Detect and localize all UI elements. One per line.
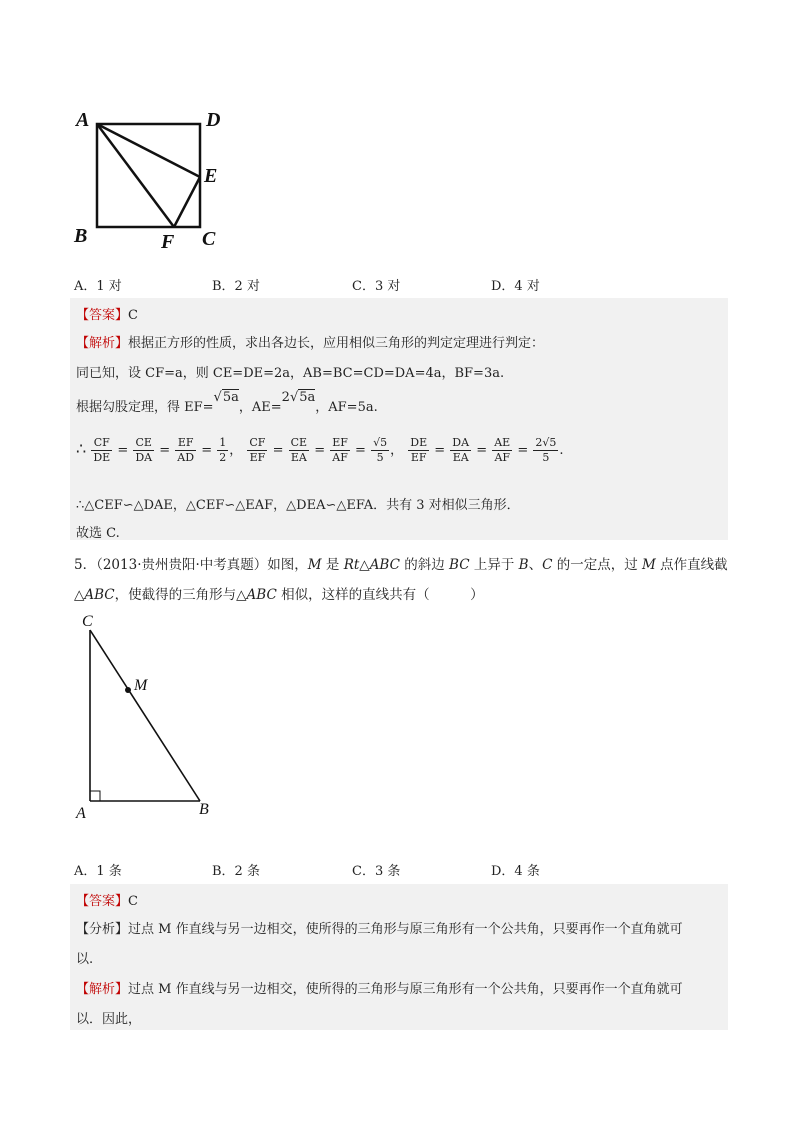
fenxi-tag: 【分析】 [76,922,129,937]
fraction [450,436,471,465]
equals-sign: = [197,443,217,458]
label-a2: A [76,805,86,822]
equals-sign: = [472,443,492,458]
q4-ratio-line: ∴ $\frac{CF}{DE}$ = $\frac{CE}{DA}$ = $\frac{EF}{AD}$ = $\frac{1}{2}$ ， $\frac{CF}{EF}$ = $\frac{CE}{EA}$ = $\frac{EF}{AF}$ = $\frac{√5}{5}$ ， $\frac{DE}{EF}$ = $\frac{DA}{EA}$ = $\frac{AE}{AF}$ = $\frac{2√5}{5}$ . [76,436,564,464]
ae-value: 2√5a [281,390,316,405]
segment-ef [174,177,200,227]
ratio-group-3 [407,436,559,464]
equals-sign: = [268,443,288,458]
numerator: EF [332,436,348,449]
q5-option-a: A．1 条 [74,864,122,879]
numerator: CF [91,436,112,451]
denominator: 5 [376,451,384,464]
fraction [371,436,389,465]
numerator: CE [133,436,154,451]
numerator: EF [175,436,196,451]
answer-tag: 【答案】 [76,894,129,909]
numerator: DA [452,436,470,449]
label-c: C [202,228,216,250]
square-figure [70,100,240,250]
q5-stem-line2: △ABC，使截得的三角形与△ABC 相似，这样的直线共有（ ） [74,587,484,603]
therefore-symbol: ∴ [76,439,87,458]
label-m: M [134,677,148,694]
denominator: 2 [219,451,227,464]
label-b2: B [199,801,209,818]
q5-solution-block [70,884,728,1030]
side-cb [90,630,200,801]
square-abcd [97,124,200,227]
fraction [289,436,309,465]
analysis-tag: 【解析】 [76,336,129,351]
answer-tag: 【答案】 [76,308,129,323]
q4-analysis-line3 [76,390,378,415]
label-b: B [74,225,88,247]
answer-value: C [128,894,138,909]
q5-fenxi-line1 [76,918,683,937]
line3-post: ，AF=5a. [315,400,378,415]
denominator: DA [135,451,153,464]
q4-answer [76,304,138,323]
line3-mid: ，AE= [238,400,282,415]
line3-pre: 根据勾股定理，得 EF= [76,400,214,415]
denominator: DE [93,451,111,464]
numerator: 1 [219,436,227,449]
q4-option-b: B．2 对 [212,279,260,294]
fraction [492,436,512,465]
q5-stem-line1: 5．（2013·贵州贵阳·中考真题）如图，M 是 Rt△ABC 的斜边 BC 上异于 B、C 的一定点，过 M 点作直线截 [74,557,728,573]
equals-sign: = [310,443,330,458]
label-d: D [206,109,221,131]
numerator: CE [290,436,308,449]
equals-sign: = [155,443,175,458]
q5-option-c: C．3 条 [352,864,401,879]
q4-analysis-line2: 同已知，设 CF=a，则 CE=DE=2a，AB=BC=CD=DA=4a，BF=3a. [76,366,505,381]
denominator: EF [249,451,266,464]
denominator: 5 [542,451,550,464]
denominator: AF [494,451,511,464]
q4-analysis-line1 [76,332,544,351]
fraction [175,436,196,465]
equals-sign: = [430,443,450,458]
denominator: AF [332,451,348,464]
numerator: CF [249,436,266,449]
label-f: F [161,231,175,250]
q5-fenxi-line2: 以. [76,952,94,967]
numerator: DE [410,436,428,449]
ef-value: √5a [213,390,239,405]
equals-sign: = [350,443,371,458]
equals-sign: = [113,443,133,458]
fraction [133,436,154,465]
fraction [533,436,558,465]
fraction [330,436,350,465]
segment-ae [97,124,200,177]
denominator: EA [452,451,469,464]
q4-option-d: D．4 对 [491,279,540,294]
denominator: AD [177,451,195,464]
q5-jiexi-line1 [76,978,683,997]
denominator: EA [290,451,307,464]
fraction [408,436,429,465]
q5-option-b: B．2 条 [212,864,260,879]
point-m [125,687,131,693]
analysis-text: 根据正方形的性质，求出各边长，应用相似三角形的判定定理进行判定： [128,336,545,351]
ratio-group-1 [90,436,229,464]
label-a: A [76,109,90,131]
q5-answer [76,890,138,909]
label-e: E [204,165,218,187]
numerator: √5 [373,436,388,449]
q4-option-c: C．3 对 [352,279,401,294]
jiexi-text: 过点 M 作直线与另一边相交，使所得的三角形与原三角形有一个公共角，只要再作一个直角就可 [128,982,683,997]
equals-sign: = [513,443,533,458]
fenxi-text: 过点 M 作直线与另一边相交，使所得的三角形与原三角形有一个公共角，只要再作一个直角就可 [128,922,683,937]
ratio-group-2 [246,436,390,464]
numerator: AE [494,436,511,449]
q4-analysis-line5: ∴△CEF∽△DAE，△CEF∽△EAF，△DEA∽△EFA．共有 3 对相似三角形． [76,498,520,513]
q4-analysis-line6: 故选 C. [76,526,120,541]
jiexi-tag: 【解析】 [76,982,129,997]
numerator: 2√5 [535,436,557,449]
answer-value: C [128,308,138,323]
q4-solution-block [70,298,728,540]
fraction [217,436,228,465]
label-c2: C [82,613,93,630]
triangle-figure [70,608,240,823]
denominator: EF [410,451,427,464]
right-angle-mark [90,791,100,801]
q5-option-d: D．4 条 [491,864,540,879]
q5-jiexi-line2: 以．因此， [76,1012,142,1027]
fraction [91,436,112,465]
q4-option-a: A．1 对 [74,279,122,294]
segment-af [97,124,174,227]
fraction [247,436,267,465]
